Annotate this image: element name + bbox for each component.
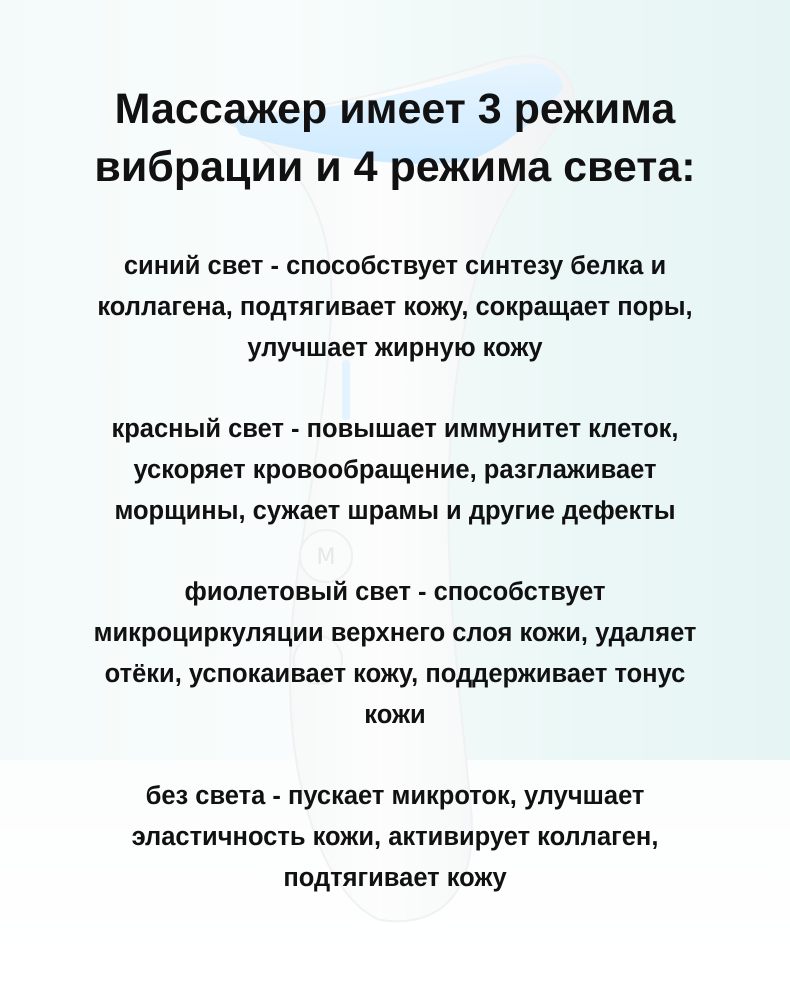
violet-light-description: фиолетовый свет - способствует микроциркуляции верхнего слоя кожи, удаляет отёки, успокаивает кожу, поддерживает тонус кожи [93,578,697,729]
blue-light-description: синий свет - способствует синтезу белка и коллагена, подтягивает кожу, сокращает поры, улучшает жирную кожу [97,252,693,362]
red-light-description: красный свет - повышает иммунитет клеток, ускоряет кровообращение, разглаживает морщины, сужает шрамы и другие дефекты [111,415,679,525]
page-title: Массажер имеет 3 режима вибрации и 4 режима света: [94,85,696,191]
no-light-description: без света - пускает микроток, улучшает эластичность кожи, активирует коллаген, подтягивает кожу [131,782,659,892]
